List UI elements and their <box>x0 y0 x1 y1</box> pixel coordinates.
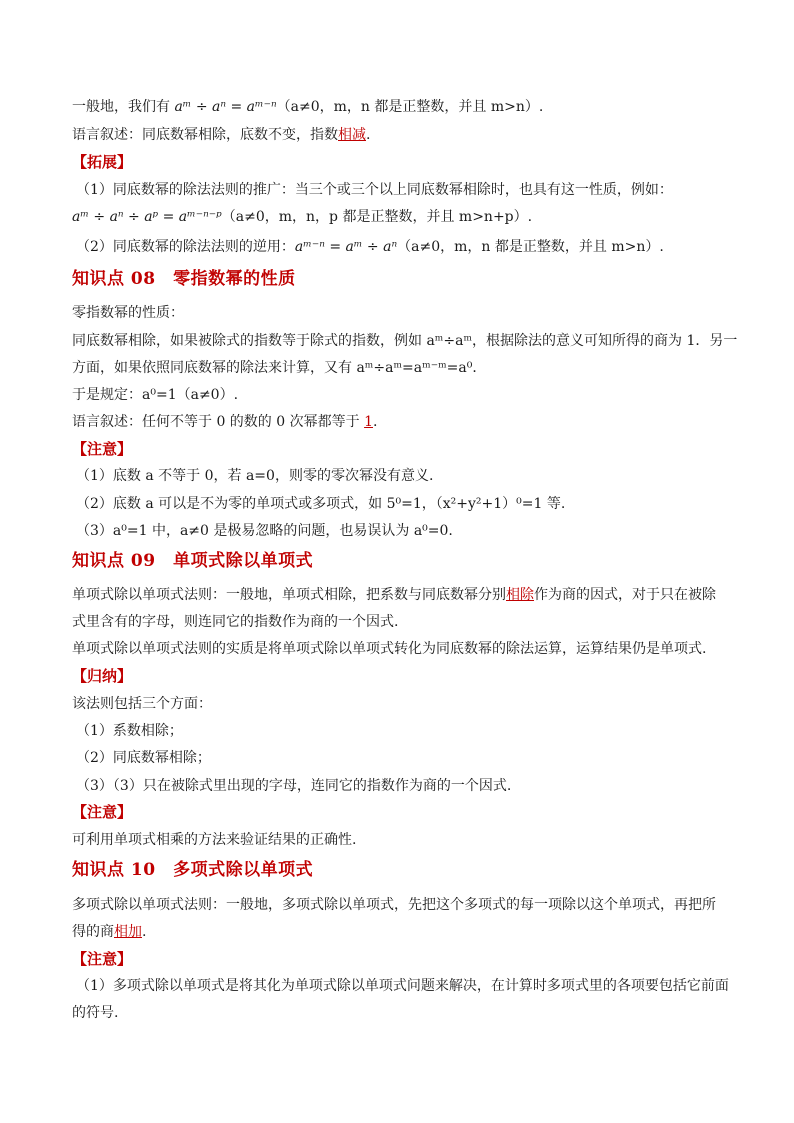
intro-paragraph <box>72 97 724 117</box>
generalized-condition: （a≠0，m，n，p 都是正整数，并且 m>n+p）. <box>221 209 533 225</box>
s09-summary-3: （3）（3）只在被除式里出现的字母，连同它的指数作为商的一个因式. <box>76 778 512 794</box>
verbal-rule <box>72 125 724 145</box>
s09-line-1 <box>72 585 724 605</box>
s09-line-2: 式里含有的字母，则连同它的指数作为商的一个因式. <box>72 614 399 630</box>
s08-line-3: 方面，如果依照同底数幂的除法来计算，又有 aᵐ÷aᵐ=aᵐ⁻ᵐ=a⁰． <box>72 360 487 376</box>
extension-1: （1）同底数幂的除法法则的推广：当三个或三个以上同底数幂相除时，也具有这一性质，例如： <box>76 182 673 198</box>
section-10-title: 知识点 10 多项式除以单项式 <box>72 860 314 880</box>
s08-note-3: （3）a⁰=1 中，a≠0 是极易忽略的问题，也易误认为 a⁰=0. <box>76 523 453 539</box>
extension-1-formula <box>72 207 724 227</box>
intro-condition: （a≠0，m，n 都是正整数，并且 m>n）. <box>276 99 544 115</box>
verbal-rule-text: 语言叙述：同底数幂相除，底数不变，指数 <box>72 127 338 143</box>
s09-tag-summary: 【归纳】 <box>72 667 133 685</box>
extension-2-condition: （a≠0，m，n 都是正整数，并且 m>n）. <box>397 239 664 255</box>
keyword-divide: 相除 <box>506 587 534 603</box>
section-08-title: 知识点 08 零指数幂的性质 <box>72 269 296 289</box>
s08-line-5-text: 语言叙述：任何不等于 0 的数的 0 次幂都等于 <box>72 414 365 430</box>
s10-line-1: 多项式除以单项式法则：一般地，多项式除以单项式，先把这个多项式的每一项除以这个单项式，再把所 <box>72 897 716 913</box>
verbal-rule-end: . <box>366 127 371 143</box>
s09-summary-0: 该法则包括三个方面： <box>72 696 212 712</box>
inverse-formula: aᵐ⁻ⁿ = aᵐ ÷ aⁿ <box>294 239 398 255</box>
s09-summary-1: （1）系数相除； <box>76 723 183 739</box>
extension-2-text: （2）同底数幂的除法法则的逆用： <box>76 239 295 255</box>
s08-line-2: 同底数幂相除，如果被除式的指数等于除式的指数，例如 aᵐ÷aᵐ，根据除法的意义可知所得的商为 1．另一 <box>72 333 738 349</box>
s09-line-1-text: 单项式除以单项式法则：一般地，单项式相除，把系数与同底数幂分别 <box>72 587 506 603</box>
generalized-formula: aᵐ ÷ aⁿ ÷ aᵖ = aᵐ⁻ⁿ⁻ᵖ <box>72 209 222 225</box>
s10-tag-note: 【注意】 <box>72 950 133 968</box>
s10-line-2-end: . <box>142 924 147 940</box>
s08-tag-note: 【注意】 <box>72 440 133 458</box>
s10-note-2: 的符号. <box>72 1005 119 1021</box>
s08-line-5-end: . <box>373 414 378 430</box>
s08-line-4: 于是规定：a⁰=1（a≠0）. <box>72 387 239 403</box>
s08-line-1: 零指数幂的性质： <box>72 305 184 321</box>
keyword-subtract: 相减 <box>338 127 366 143</box>
extension-2 <box>76 237 724 257</box>
s09-summary-2: （2）同底数幂相除； <box>76 750 211 766</box>
keyword-add: 相加 <box>114 924 142 940</box>
section-09-title: 知识点 09 单项式除以单项式 <box>72 551 314 571</box>
s08-note-1: （1）底数 a 不等于 0，若 a=0，则零的零次幂没有意义. <box>76 468 434 484</box>
s09-note: 可利用单项式相乘的方法来验证结果的正确性. <box>72 832 357 848</box>
keyword-one: 1 <box>364 414 373 430</box>
s09-tag-note: 【注意】 <box>72 803 133 821</box>
s10-note-1: （1）多项式除以单项式是将其化为单项式除以单项式问题来解决，在计算时多项式里的各项要包括它前面 <box>76 978 729 994</box>
division-formula: aᵐ ÷ aⁿ = aᵐ⁻ⁿ <box>174 99 277 115</box>
s10-line-2 <box>72 922 724 942</box>
intro-text: 一般地，我们有 <box>72 99 175 115</box>
s09-line-3: 单项式除以单项式法则的实质是将单项式除以单项式转化为同底数幂的除法运算，运算结果仍是单项式. <box>72 641 707 657</box>
s08-note-2: （2）底数 a 可以是不为零的单项式或多项式，如 5⁰=1，（x²+y²+1）⁰=1 等. <box>76 496 566 512</box>
s08-line-5 <box>72 412 724 432</box>
s09-line-1-end: 作为商的因式，对于只在被除 <box>534 587 716 603</box>
tag-expand: 【拓展】 <box>72 153 133 171</box>
s10-line-2-text: 得的商 <box>72 924 114 940</box>
